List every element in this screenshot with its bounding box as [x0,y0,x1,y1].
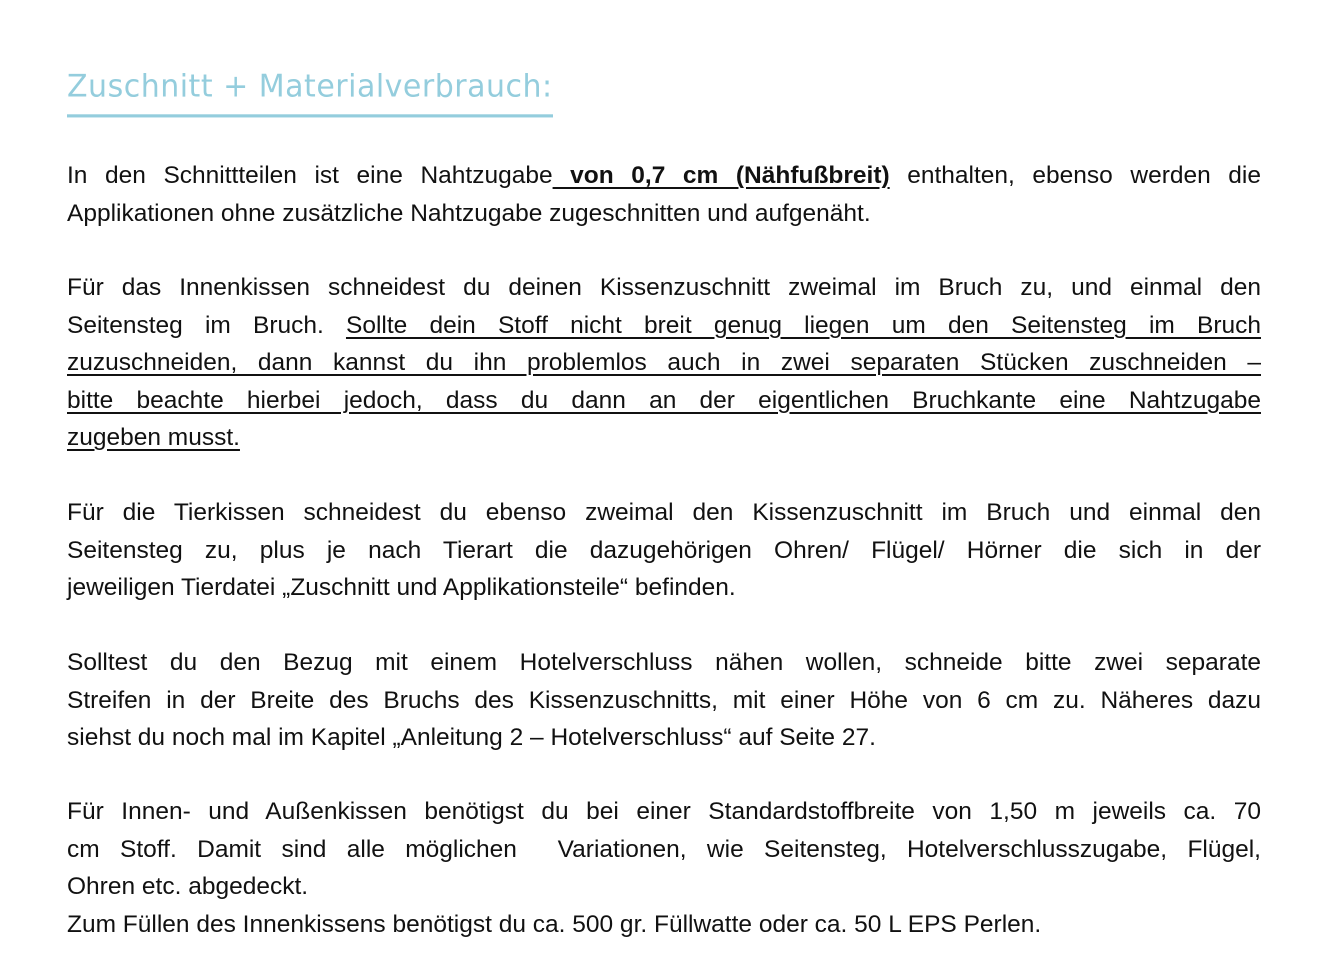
underlined-note: zuzuschneiden, dann kannst du ihn problemlos auch in zwei separaten Stücken zuschneiden – [67,349,1261,376]
text-line [67,494,1261,532]
text-segment: In den Schnittteilen ist eine Nahtzugabe [67,162,553,189]
text-line [67,868,1261,906]
text-line [67,906,1261,944]
text-segment: enthalten, ebenso werden die [889,162,1261,189]
text-segment: Seitensteg zu, plus je nach Tierart die dazugehörigen Ohren/ Flügel/ Hörner die sich in der [67,536,1261,564]
text-segment: siehst du noch mal im Kapitel „Anleitung 2 – Hotelverschluss“ auf Seite 27. [67,724,876,751]
text-segment: Streifen in der Breite des Bruchs des Kissenzuschnitts, mit einer Höhe von 6 cm zu. Näheres dazu [67,686,1261,714]
text-line [67,644,1261,682]
text-segment: Ohren etc. abgedeckt. [67,873,309,900]
paragraph-material-usage [67,793,1261,943]
text-segment: Für Innen- und Außenkissen benötigst du bei einer Standardstoffbreite von 1,50 m jeweils ca. 70 [67,798,1261,825]
text-line [67,195,1261,233]
text-segment: Solltest du den Bezug mit einem Hotelverschluss nähen wollen, schneide bitte zwei separate [67,649,1261,676]
text-line [67,269,1261,307]
text-line [67,157,1261,195]
seam-allowance-emphasis: von 0,7 cm (Nähfußbreit) [552,162,890,189]
text-line [67,419,1261,457]
text-segment: Für die Tierkissen schneidest du ebenso zweimal den Kissenzuschnitt im Bruch und einmal den [67,499,1261,526]
text-line [67,793,1261,831]
underlined-note: bitte beachte hierbei jedoch, dass du dann an der eigentlichen Bruchkante eine Nahtzugabe [67,386,1261,414]
text-line [67,307,1261,345]
text-segment: Für das Innenkissen schneidest du deinen Kissenzuschnitt zweimal im Bruch zu, und einmal den [67,274,1261,301]
section-heading: Zuschnitt + Materialverbrauch: [67,66,553,117]
text-line [67,532,1261,570]
text-line [67,682,1261,720]
underlined-note: zugeben musst. [67,424,240,451]
filling-amount-text: Zum Füllen des Innenkissens benötigst du ca. 500 gr. Füllwatte oder ca. 50 L EPS Perlen. [67,910,1042,938]
text-line [67,719,1261,757]
text-line [67,831,1261,869]
text-segment: cm Stoff. Damit sind alle möglichen Variationen, wie Seitensteg, Hotelverschlusszugabe, Flügel, [67,835,1261,863]
paragraph-seam-allowance [67,157,1261,232]
text-line [67,382,1261,420]
underlined-note: Sollte dein Stoff nicht breit genug liegen um den Seitensteg im Bruch [345,311,1261,339]
text-segment: Applikationen ohne zusätzliche Nahtzugabe zugeschnitten und aufgenäht. [67,199,871,227]
text-segment: jeweiligen Tierdatei „Zuschnitt und Applikationsteile“ befinden. [67,574,736,601]
text-line [67,569,1261,607]
text-segment: Seitensteg im Bruch. [67,311,346,339]
text-line [67,344,1261,382]
paragraph-hotel-closure [67,644,1261,757]
paragraph-inner-cushion [67,269,1261,457]
paragraph-animal-cushions [67,494,1261,607]
